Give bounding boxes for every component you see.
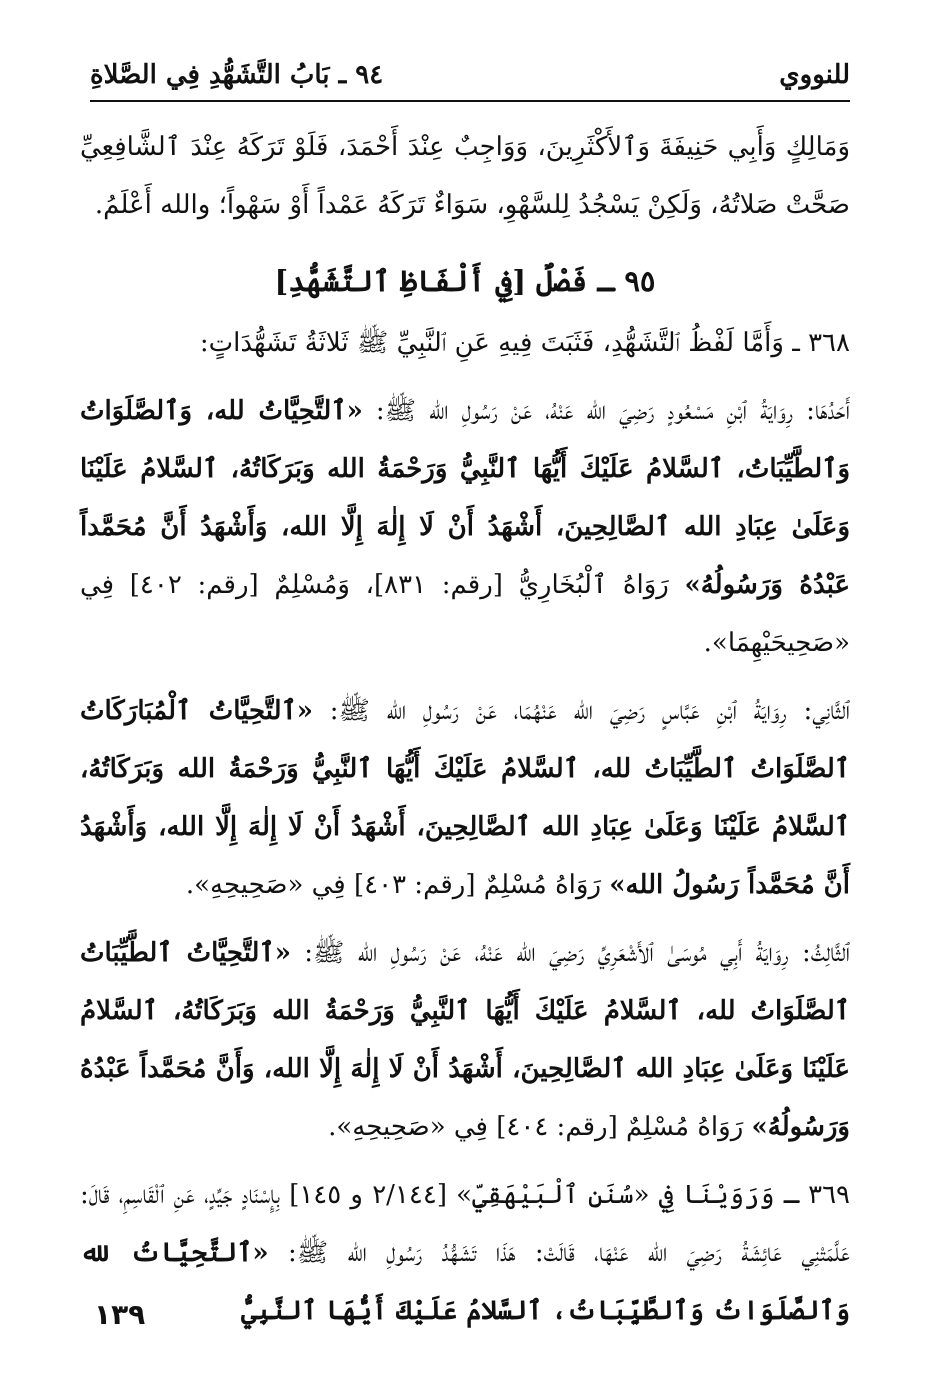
header-author: للنووي bbox=[779, 60, 850, 90]
paragraph-369 bbox=[80, 1166, 850, 1340]
tashahhud-third bbox=[80, 924, 850, 1156]
p369-text: «ٱلتَّحِيَّاتُ لله وَٱلصَّلَوَاتُ وَٱلطَّيِّبَاتُ، ٱلسَّلامُ عَلَيْكَ أَيُّهَا ٱلنَّبِيُّ bbox=[80, 1238, 850, 1326]
second-text: «ٱلتَّحِيَّاتُ ٱلْمُبَارَكَاتُ ٱلصَّلَوَاتُ ٱلطَّيِّبَاتُ لله، ٱلسَّلامُ عَلَيْكَ أَيُّهَا ٱلنَّبِيُّ وَرَحْمَةُ الله وَبَرَكَاتُهُ، ٱلسَّلامُ عَلَيْنَا وَعَلَىٰ عِبَادِ الله ٱلصَّالِحِينَ، أَشْهَدُ أَنْ لَا إِلٰهَ إِلَّا الله، وَأَشْهَدُ أَنَّ مُحَمَّداً رَسُولُ الله» bbox=[80, 696, 850, 900]
second-tail: رَوَاهُ مُسْلِمٌ [رقم: ٤٠٣] فِي «صَحِيحِهِ». bbox=[185, 870, 610, 900]
section-heading: ٩٥ ـ فَصْلٌ [فِي أَلْفَاظِ ٱلتَّشَهُّدِ] bbox=[274, 264, 656, 298]
p369-lead: ٣٦٩ ـ وَرَوَيْنَا فِي «سُنَنِ ٱلْبَيْهَقِيِّ» [٢/١٤٤ و ١٤٥] بِإِسْنَادٍ جَيِّدٍ، عَنِ ٱلْقَاسِمِ، قَالَ: عَلَّمَتْنِي عَائِشَةُ رَضِيَ الله عَنْهَا، قَالَتْ: هَذَا تَشَهُّدُ رَسُولِ الله ﷺ: bbox=[80, 1180, 851, 1268]
first-tail: رَوَاهُ ٱلْبُخَارِيُّ [رقم: ٨٣١]، وَمُسْلِمٌ [رقم: ٤٠٢] فِي «صَحِيحَيْهِمَا». bbox=[80, 570, 850, 658]
paragraph-368: ٣٦٨ ـ وَأَمَّا لَفْظُ ٱلتَّشَهُّدِ، فَثَبَتَ فِيهِ عَنِ ٱلنَّبِيِّ ﷺ ثَلاثَةُ تَشَهُّدَاتٍ: bbox=[199, 328, 850, 358]
running-header bbox=[90, 52, 850, 98]
tashahhud-second bbox=[80, 682, 850, 914]
first-lead: أَحَدُهَا: رِوَايَةُ ٱبْنِ مَسْعُودٍ رَضِيَ الله عَنْهُ، عَنْ رَسُولِ الله ﷺ: bbox=[362, 396, 850, 426]
intro-paragraph: وَمَالِكٍ وَأَبِي حَنِيفَةَ وَٱلأَكْثَرِينَ، وَوَاجِبٌ عِنْدَ أَحْمَدَ، فَلَوْ تَرَكَهُ عِنْدَ ٱلشَّافِعِيِّ صَحَّتْ صَلاتُهُ، وَلَكِنْ يَسْجُدُ لِلسَّهْوِ، سَوَاءٌ تَرَكَهُ عَمْداً أَوْ سَهْواً؛ والله أَعْلَمُ. bbox=[80, 132, 850, 220]
header-divider bbox=[90, 100, 850, 102]
header-chapter-title: ٩٤ ـ بَابُ التَّشَهُّدِ فِي الصَّلاةِ bbox=[90, 60, 384, 90]
third-lead: ٱلثَّالِثُ: رِوَايَةُ أَبِي مُوسَىٰ ٱلأَشْعَرِيِّ رَضِيَ الله عَنْهُ، عَنْ رَسُولِ الله ﷺ: bbox=[290, 938, 851, 968]
third-tail: رَوَاهُ مُسْلِمٌ [رقم: ٤٠٤] فِي «صَحِيحِهِ». bbox=[328, 1112, 752, 1142]
first-text: «ٱلتَّحِيَّاتُ لله، وَٱلصَّلَوَاتُ وَٱلطَّيِّبَاتُ، ٱلسَّلامُ عَلَيْكَ أَيُّهَا ٱلنَّبِيُّ وَرَحْمَةُ الله وَبَرَكَاتُهُ، ٱلسَّلامُ عَلَيْنَا وَعَلَىٰ عِبَادِ الله ٱلصَّالِحِينَ، أَشْهَدُ أَنْ لَا إِلٰهَ إِلَّا الله، وَأَشْهَدُ أَنَّ مُحَمَّداً عَبْدُهُ وَرَسُولُهُ» bbox=[80, 396, 851, 600]
page-number: ١٣٩ bbox=[94, 1298, 146, 1331]
third-text: «ٱلتَّحِيَّاتُ ٱلطَّيِّبَاتُ ٱلصَّلَوَاتُ لله، ٱلسَّلامُ عَلَيْكَ أَيُّهَا ٱلنَّبِيُّ وَرَحْمَةُ الله وَبَرَكَاتُهُ، ٱلسَّلامُ عَلَيْنَا وَعَلَىٰ عِبَادِ الله ٱلصَّالِحِينَ، أَشْهَدُ أَنْ لَا إِلٰهَ إِلَّا الله، وَأَنَّ مُحَمَّداً عَبْدُهُ وَرَسُولُهُ» bbox=[80, 938, 850, 1142]
second-lead: ٱلثَّانِي: رِوَايَةُ ٱبْنِ عَبَّاسٍ رَضِيَ الله عَنْهُمَا، عَنْ رَسُولِ الله ﷺ: bbox=[313, 696, 850, 726]
tashahhud-first bbox=[80, 382, 850, 672]
page-body bbox=[80, 118, 850, 1340]
